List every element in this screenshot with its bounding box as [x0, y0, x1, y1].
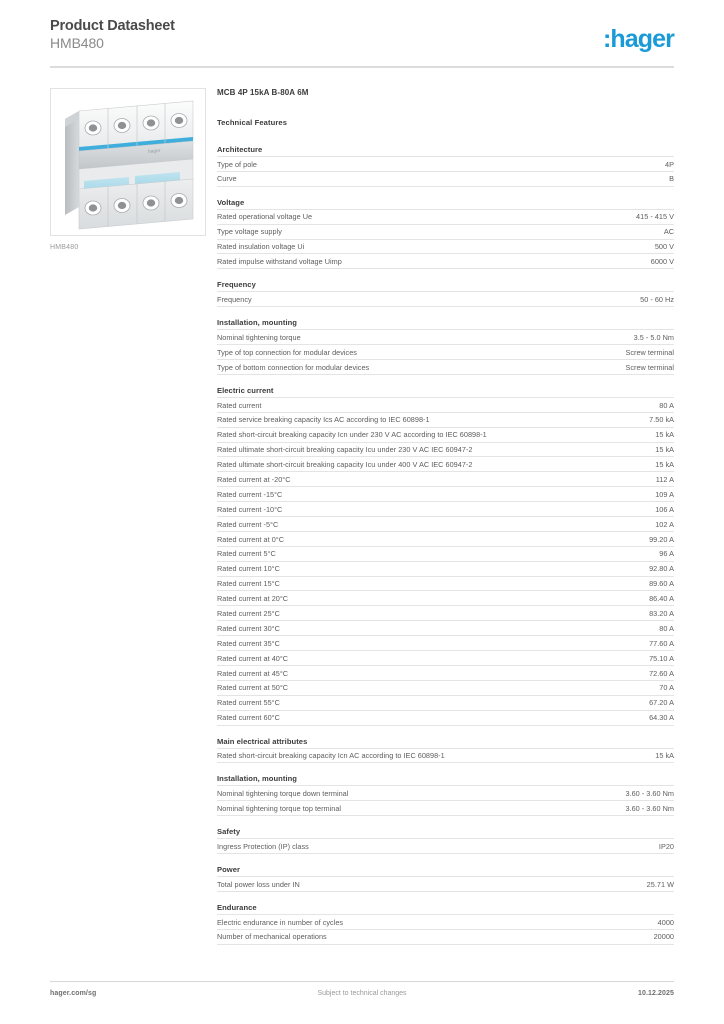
- spec-value: 67.20 A: [649, 698, 674, 708]
- table-row: [217, 636, 674, 651]
- table-row: [217, 914, 674, 929]
- spec-table: [217, 156, 674, 187]
- table-row: [217, 546, 674, 561]
- spec-label: Number of mechanical operations: [217, 932, 327, 942]
- table-row: [217, 606, 674, 621]
- spec-value: B: [669, 174, 674, 184]
- spec-value: 6000 V: [650, 257, 674, 267]
- table-row: [217, 576, 674, 591]
- table-row: [217, 502, 674, 517]
- table-row: [217, 254, 674, 269]
- spec-table: [217, 329, 674, 375]
- product-image-frame: [50, 88, 206, 236]
- spec-value: 109 A: [655, 489, 674, 499]
- spec-value: 50 - 60 Hz: [640, 294, 674, 304]
- spec-value: 15 kA: [655, 460, 674, 470]
- section-title: Power: [217, 865, 241, 875]
- spec-label: Rated service breaking capacity Ics AC according to IEC 60898-1: [217, 415, 430, 425]
- spec-label: Ingress Protection (IP) class: [217, 841, 309, 851]
- spec-value: 83.20 A: [649, 608, 674, 618]
- table-row: [217, 786, 674, 801]
- table-row: [217, 292, 674, 307]
- spec-value: 77.60 A: [649, 638, 674, 648]
- product-name: MCB 4P 15kA B-80A 6M: [217, 88, 309, 97]
- spec-label: Rated current at 45°C: [217, 668, 289, 678]
- spec-label: Rated current 5°C: [217, 549, 276, 559]
- spec-table: [217, 291, 674, 307]
- section-title: Architecture: [217, 145, 263, 154]
- spec-label: Nominal tightening torque: [217, 332, 301, 342]
- spec-value: 3.5 - 5.0 Nm: [633, 332, 674, 342]
- table-row: [217, 239, 674, 254]
- table-row: [217, 360, 674, 375]
- spec-label: Rated current: [217, 400, 262, 410]
- spec-value: 80 A: [659, 623, 674, 633]
- section-title: Electric current: [217, 385, 274, 395]
- section-title: Installation, mounting: [217, 774, 297, 784]
- table-row: [217, 929, 674, 944]
- table-row: [217, 651, 674, 666]
- table-row: [217, 330, 674, 345]
- svg-text:hager: hager: [147, 147, 161, 155]
- table-row: [217, 695, 674, 710]
- spec-value: 4P: [665, 159, 674, 169]
- spec-section: [217, 903, 674, 945]
- spec-value: 106 A: [655, 504, 674, 514]
- spec-label: Rated current at -20°C: [217, 474, 291, 484]
- spec-table: [217, 914, 674, 945]
- spec-value: 102 A: [655, 519, 674, 529]
- table-row: [217, 801, 674, 816]
- spec-label: Rated operational voltage Ue: [217, 212, 313, 222]
- spec-value: 4000: [657, 917, 674, 927]
- section-title: Frequency: [217, 280, 256, 290]
- spec-value: 64.30 A: [649, 713, 674, 723]
- spec-label: Nominal tightening torque top terminal: [217, 803, 342, 813]
- spec-table: [217, 209, 674, 270]
- table-row: [217, 209, 674, 224]
- spec-table: [217, 876, 674, 892]
- table-row: [217, 442, 674, 457]
- spec-section: [217, 318, 674, 375]
- section-title: Installation, mounting: [217, 318, 297, 328]
- hager-logo: :hager: [602, 25, 674, 53]
- spec-value: 15 kA: [655, 430, 674, 440]
- footer-website[interactable]: hager.com/sg: [50, 990, 97, 997]
- spec-section: [217, 774, 674, 816]
- table-row: [217, 839, 674, 854]
- spec-label: Rated ultimate short-circuit breaking capacity Icu under 230 V AC IEC 60947-2: [217, 445, 473, 455]
- header-divider: [50, 66, 674, 68]
- spec-value: 15 kA: [655, 445, 674, 455]
- spec-label: Rated current -5°C: [217, 519, 279, 529]
- spec-value: 20000: [653, 932, 674, 942]
- table-row: [217, 591, 674, 606]
- table-row: [217, 748, 674, 763]
- spec-value: 75.10 A: [649, 653, 674, 663]
- spec-value: 112 A: [655, 474, 674, 484]
- technical-features-heading: Technical Features: [217, 118, 288, 127]
- spec-section: [217, 827, 674, 854]
- spec-value: 70 A: [659, 683, 674, 693]
- section-title: Safety: [217, 827, 241, 837]
- footer-disclaimer: Subject to technical changes: [317, 990, 407, 997]
- spec-label: Rated current at 40°C: [217, 653, 289, 663]
- spec-value: 96 A: [659, 549, 674, 559]
- product-image-caption: HMB480: [50, 244, 79, 251]
- product-image-block: [50, 88, 206, 251]
- table-row: [217, 345, 674, 360]
- spec-label: Rated current 10°C: [217, 564, 280, 574]
- spec-value: 3.60 - 3.60 Nm: [625, 788, 674, 798]
- specifications-column: [217, 88, 674, 956]
- spec-label: Rated short-circuit breaking capacity Icn under 230 V AC according to IEC 60898-1: [217, 430, 487, 440]
- spec-value: 3.60 - 3.60 Nm: [625, 803, 674, 813]
- spec-label: Rated current 60°C: [217, 713, 280, 723]
- spec-value: 89.60 A: [649, 579, 674, 589]
- section-title: Voltage: [217, 197, 245, 207]
- spec-value: 72.60 A: [649, 668, 674, 678]
- spec-section: [217, 865, 674, 892]
- table-row: [217, 517, 674, 532]
- spec-label: Rated current -10°C: [217, 504, 283, 514]
- spec-label: Rated ultimate short-circuit breaking capacity Icu under 400 V AC IEC 60947-2: [217, 460, 473, 470]
- table-row: [217, 710, 674, 725]
- spec-label: Rated current 15°C: [217, 579, 280, 589]
- spec-value: 500 V: [654, 242, 674, 252]
- table-row: [217, 157, 674, 172]
- spec-label: Rated current at 20°C: [217, 594, 289, 604]
- table-row: [217, 171, 674, 186]
- spec-label: Curve: [217, 174, 237, 184]
- spec-label: Total power loss under IN: [217, 879, 300, 889]
- spec-label: Nominal tightening torque down terminal: [217, 788, 349, 798]
- table-row: [217, 472, 674, 487]
- page-header: [50, 18, 674, 62]
- spec-value: 80 A: [659, 400, 674, 410]
- spec-value: Screw terminal: [625, 347, 674, 357]
- spec-label: Type of top connection for modular devices: [217, 347, 357, 357]
- spec-table: [217, 748, 674, 764]
- spec-label: Type voltage supply: [217, 227, 282, 237]
- table-row: [217, 397, 674, 412]
- spec-label: Rated insulation voltage Ui: [217, 242, 305, 252]
- spec-sections: [217, 145, 674, 945]
- spec-label: Rated impulse withstand voltage Uimp: [217, 257, 342, 267]
- table-row: [217, 427, 674, 442]
- spec-label: Rated current -15°C: [217, 489, 283, 499]
- spec-table: [217, 838, 674, 854]
- spec-label: Rated short-circuit breaking capacity Icn AC according to IEC 60898-1: [217, 751, 445, 761]
- section-title: Endurance: [217, 902, 257, 912]
- spec-value: 86.40 A: [649, 594, 674, 604]
- table-row: [217, 531, 674, 546]
- spec-label: Rated current at 0°C: [217, 534, 284, 544]
- spec-section: [217, 737, 674, 764]
- spec-label: Type of bottom connection for modular devices: [217, 362, 370, 372]
- spec-value: AC: [663, 227, 674, 237]
- table-row: [217, 561, 674, 576]
- footer-date: 10.12.2025: [637, 990, 674, 997]
- spec-section: [217, 198, 674, 270]
- footer-divider: [50, 981, 674, 982]
- spec-section: [217, 145, 674, 187]
- spec-value: 7.50 kA: [649, 415, 674, 425]
- spec-section: [217, 386, 674, 726]
- page-subtitle-product-code: HMB480: [50, 35, 104, 51]
- section-title: Main electrical attributes: [217, 736, 308, 746]
- spec-value: 92.80 A: [649, 564, 674, 574]
- spec-label: Type of pole: [217, 159, 257, 169]
- table-row: [217, 224, 674, 239]
- spec-value: Screw terminal: [625, 362, 674, 372]
- table-row: [217, 621, 674, 636]
- page-footer: [50, 990, 674, 1004]
- spec-label: Rated current 25°C: [217, 608, 280, 618]
- spec-table: [217, 785, 674, 816]
- table-row: [217, 412, 674, 427]
- spec-label: Rated current at 50°C: [217, 683, 289, 693]
- spec-label: Frequency: [217, 294, 252, 304]
- spec-label: Electric endurance in number of cycles: [217, 917, 344, 927]
- spec-value: 25.71 W: [646, 879, 674, 889]
- spec-value: 415 - 415 V: [636, 212, 674, 222]
- table-row: [217, 680, 674, 695]
- spec-label: Rated current 30°C: [217, 623, 280, 633]
- table-row: [217, 877, 674, 892]
- spec-value: 99.20 A: [649, 534, 674, 544]
- page-title: Product Datasheet: [50, 18, 175, 34]
- spec-table: [217, 397, 674, 726]
- spec-label: Rated current 35°C: [217, 638, 280, 648]
- table-row: [217, 665, 674, 680]
- spec-section: [217, 280, 674, 307]
- table-row: [217, 457, 674, 472]
- spec-value: 15 kA: [655, 751, 674, 761]
- table-row: [217, 487, 674, 502]
- mcb-product-image: [51, 89, 205, 235]
- spec-label: Rated current 55°C: [217, 698, 280, 708]
- spec-value: IP20: [658, 841, 674, 851]
